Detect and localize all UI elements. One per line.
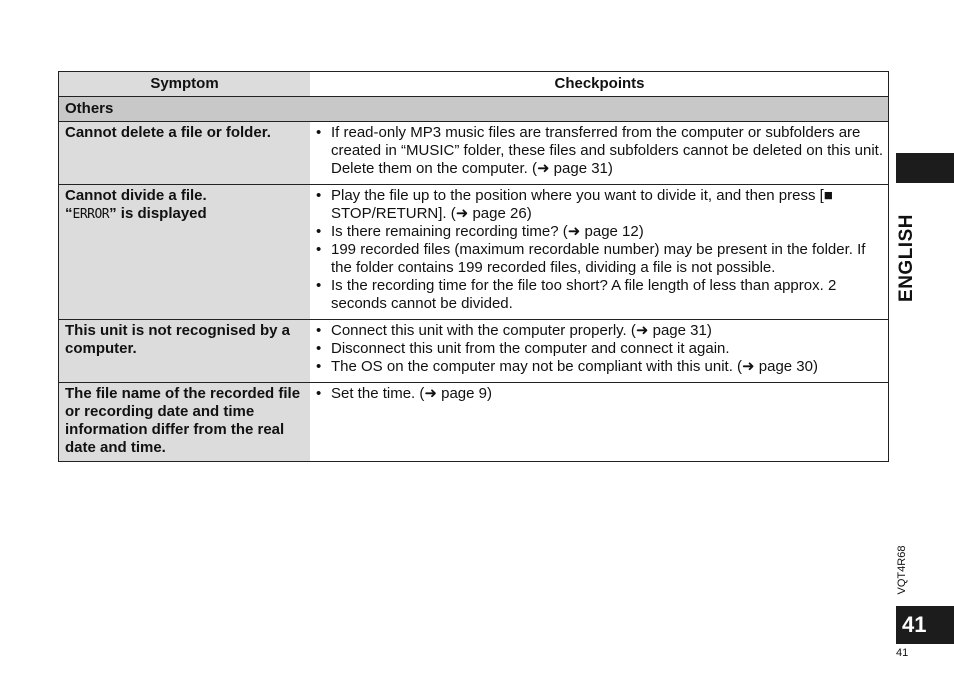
symptom-line: Cannot divide a file. xyxy=(65,187,207,204)
document-code: VQT4R68 xyxy=(896,545,908,595)
page-number-box xyxy=(896,606,954,644)
checkpoints-cell xyxy=(310,122,888,184)
symptom-suffix: ” is displayed xyxy=(109,205,207,222)
table-row xyxy=(59,320,888,383)
checkpoints-cell xyxy=(310,383,888,461)
checkpoints-cell xyxy=(310,320,888,382)
page-number-small: 41 xyxy=(896,647,909,659)
checkpoint-item: • Set the time. (➜ page 9) xyxy=(314,385,884,403)
symptom-cell xyxy=(59,185,310,319)
header-symptom: Symptom xyxy=(59,72,311,96)
checkpoint-item: • Play the file up to the position where you want to divide it, and then press [■ STOP/RETURN]. (➜ page 26) xyxy=(314,187,884,223)
symptom-cell: This unit is not recognised by a computer. xyxy=(59,320,310,382)
checkpoint-item: • 199 recorded files (maximum recordable number) may be present in the folder. If the folder contains 199 recorded files, dividing a file is not possible. xyxy=(314,241,884,277)
symptom-cell: Cannot delete a file or folder. xyxy=(59,122,310,184)
table-row xyxy=(59,122,888,185)
checkpoint-item: • Is the recording time for the file too short? A file length of less than approx. 2 seconds cannot be divided. xyxy=(314,277,884,313)
checkpoint-item: • Is there remaining recording time? (➜ page 12) xyxy=(314,223,884,241)
symptom-line xyxy=(65,205,304,224)
quote-open: “ xyxy=(65,205,73,222)
language-label: ENGLISH xyxy=(896,214,917,302)
checkpoint-item: • Disconnect this unit from the computer and connect it again. xyxy=(314,340,884,358)
checkpoint-item: • The OS on the computer may not be compliant with this unit. (➜ page 30) xyxy=(314,358,884,376)
checkpoint-item: • Connect this unit with the computer properly. (➜ page 31) xyxy=(314,322,884,340)
table-header xyxy=(59,72,888,97)
checkpoints-cell xyxy=(310,185,888,319)
page-number: 41 xyxy=(902,612,927,637)
language-tab-marker xyxy=(896,153,954,183)
table-row xyxy=(59,383,888,461)
symptom-cell: The file name of the recorded file or recording date and time information differ from the real date and time. xyxy=(59,383,310,461)
checkpoint-item: • If read-only MP3 music files are transferred from the computer or subfolders are created in “MUSIC” folder, these files and subfolders cannot be deleted on this unit. Delete them on the computer. (➜ page 31) xyxy=(314,124,884,178)
table-row xyxy=(59,185,888,320)
section-others: Others xyxy=(59,97,888,122)
lcd-error-text: ERROR xyxy=(72,207,110,222)
header-checkpoints: Checkpoints xyxy=(554,75,645,92)
troubleshooting-table xyxy=(58,71,889,462)
